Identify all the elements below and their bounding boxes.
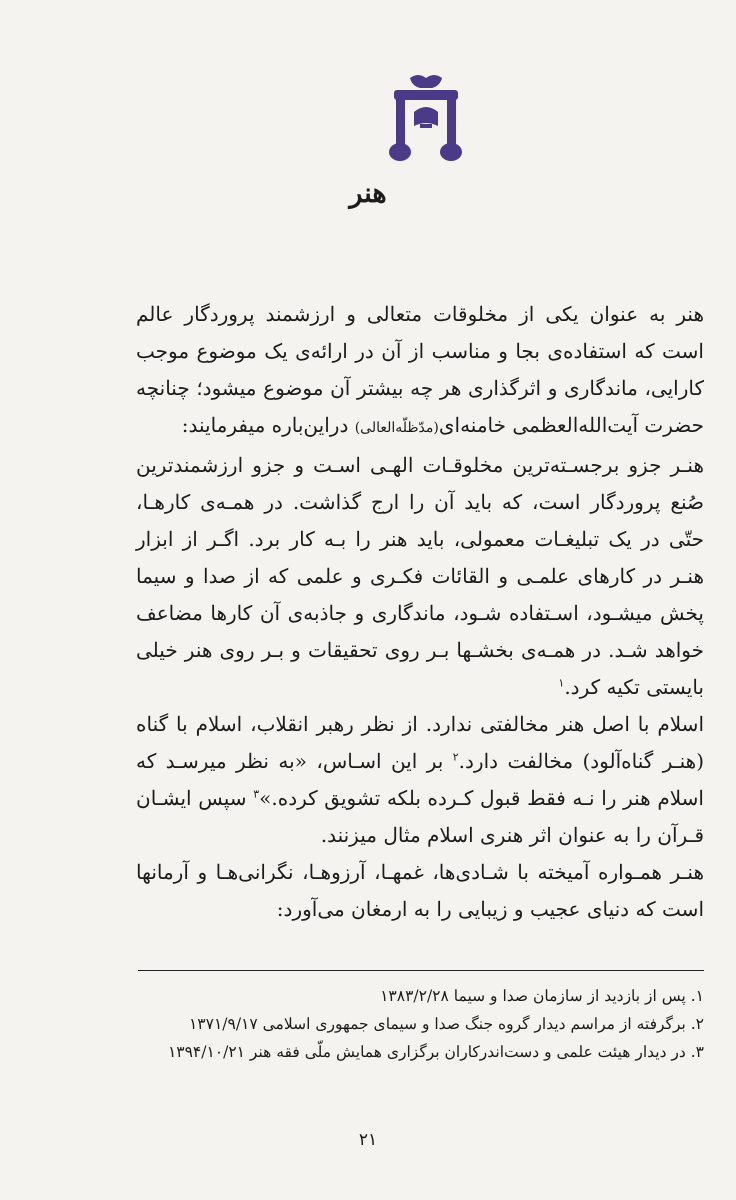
paragraph-intro-end: دراین‌باره میفرمایند: bbox=[181, 413, 355, 437]
paragraph-islam-quote: بر این اسـاس، «به نظر میرسـد که اسلام هنر را نـه فقط قبول کـرده بلکه تشویق کرده.» bbox=[136, 749, 704, 810]
paragraph-intro-text: هنر به عنوان یکی از مخلوقات متعالی و ارزشمند پروردگار عالم است که استفاده‌ی بجا و مناسب از آن در ارائه‌ی یک موضوع موجب کارایی، ماندگاری و اثرگذاری هر چه بیشتر آن موضوع میشود؛ چنانچه حضرت آیت‌الله‌العظمی خامنه‌ای bbox=[136, 302, 704, 437]
footnote-divider bbox=[138, 970, 704, 971]
footnote-ref-1: ۱ bbox=[558, 676, 565, 690]
paragraph-islam bbox=[136, 706, 704, 854]
paragraph-intro bbox=[136, 296, 704, 447]
footnote-ref-3: ۳ bbox=[253, 787, 260, 801]
paragraph-islam-text: اسلام با اصل هنر مخالفتی ندارد. از نظر رهبر انقلاب، اسلام با گناه (هنـر گناه‌آلود) مخالفت دارد. bbox=[136, 712, 705, 773]
paragraph-islam-end: سپس ایشـان قـرآن را به عنوان اثر هنری اسلام مثال میزنند. bbox=[136, 786, 704, 847]
footnotes bbox=[136, 982, 704, 1066]
music-note-icon bbox=[388, 72, 464, 166]
footnote-2: ۲. برگرفته از مراسم دیدار گروه جنگ صدا و سیمای جمهوری اسلامی ۱۳۷۱/۹/۱۷ bbox=[188, 1015, 704, 1033]
footnote-3: ۳. در دیدار هیئت علمی و دست‌اندرکاران برگزاری همایش ملّی فقه هنر ۱۳۹۴/۱۰/۲۱ bbox=[167, 1043, 704, 1061]
paragraph-art: هنـر همـواره آمیخته با شـادی‌ها، غمهـا، آرزوهـا، نگرانی‌هـا و آرمانها است که دنیای عجیب و زیبایی را به ارمغان می‌آورد: bbox=[136, 860, 704, 921]
footnote-1: ۱. پس از بازدید از سازمان صدا و سیما ۱۳۸۳/۲/۲۸ bbox=[380, 987, 704, 1005]
quote-block bbox=[136, 447, 704, 706]
body-text bbox=[136, 296, 704, 928]
honorific: (مدّظلّه‌العالی) bbox=[354, 420, 439, 436]
chapter-title: هنر bbox=[349, 178, 387, 209]
quote-text: هنـر جزو برجسـته‌ترین مخلوقـات الهـی اسـت و جزو ارزشمندترین صُنع پروردگار است، که باید آن را ارج گذاشت. در همـه‌ی کارهـا، حتّی در یک تبلیغـات معمولی، باید هنر را بـه کار برد. اگـر از ابزار هنـر در کارهای علمـی و القائات فکـری و علمی که از صدا و سیما پخش میشـود، اسـتفاده شـود، ماندگاری و جاذبه‌ی آن کارها مضاعف خواهد شـد. در همـه‌ی بخشـها بـر روی تحقیقات و بـر روی هنر خیلی بایستی تکیه کرد. bbox=[136, 453, 705, 699]
footnote-ref-2: ۲ bbox=[452, 750, 459, 764]
page-number: ۲۱ bbox=[358, 1130, 378, 1150]
